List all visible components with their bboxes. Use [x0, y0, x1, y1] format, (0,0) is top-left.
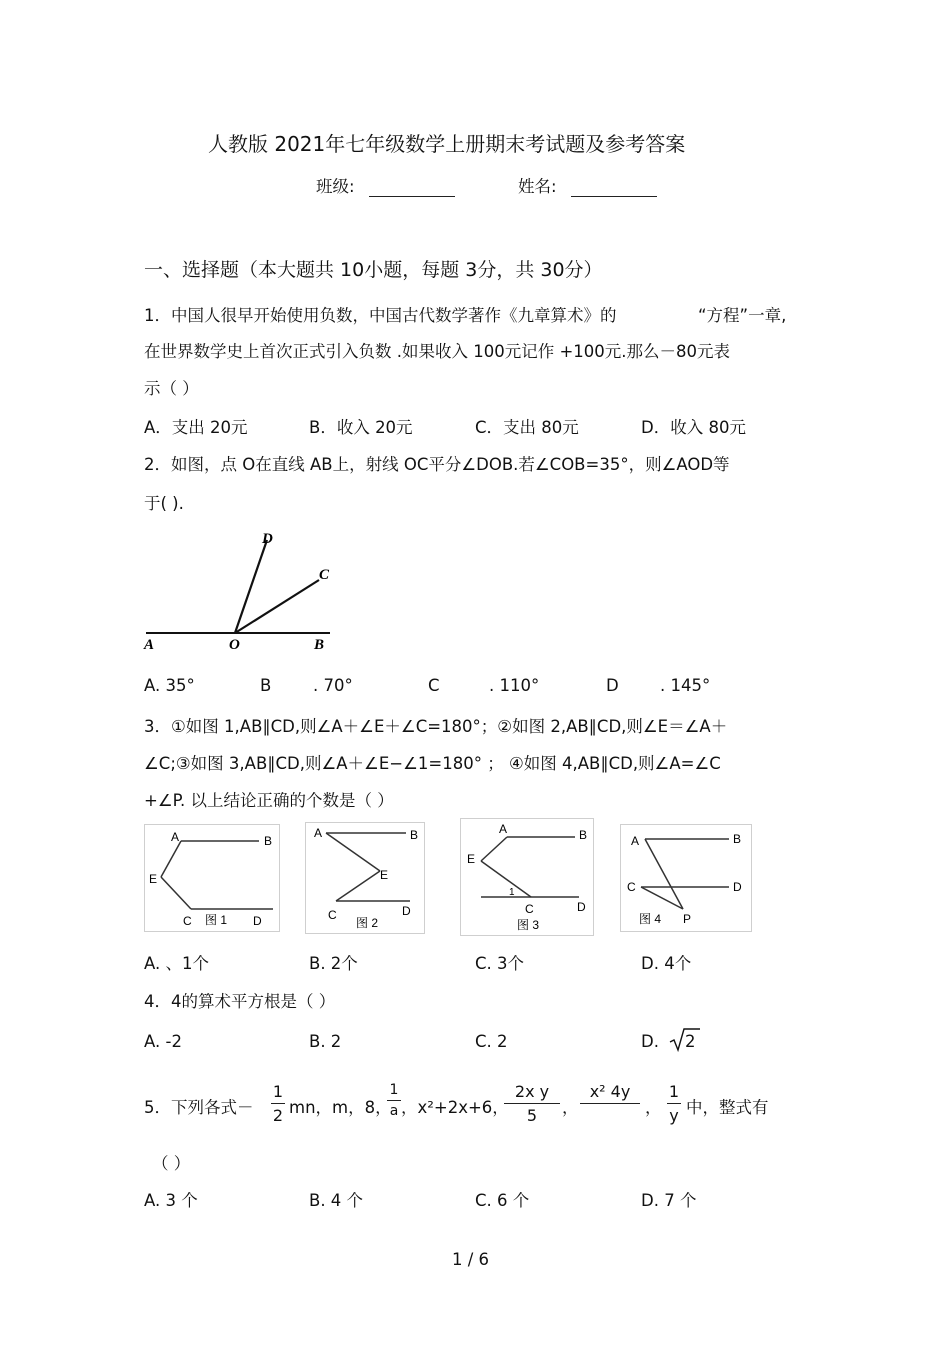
fig2-label-c: C	[328, 908, 337, 922]
fig3-label-c: C	[525, 902, 534, 916]
page-title: 人教版 2021年七年级数学上册期末考试题及参考答案	[208, 132, 686, 156]
fig3-label-e: E	[467, 852, 476, 866]
q5-f1-den: 2	[272, 1106, 284, 1125]
q4-option-d: D.	[641, 1032, 659, 1051]
q5-f5-num: 1	[668, 1082, 680, 1101]
fig2-label-a: A	[314, 826, 323, 840]
fig4-caption: 图 4	[639, 912, 662, 926]
q5-f2-den: a	[389, 1103, 399, 1119]
q2-option-c-letter: C	[428, 676, 440, 695]
q1-line1b: “方程”一章,	[698, 306, 787, 325]
q3-option-a: A. 、1个	[144, 954, 209, 973]
q5-suffix: 中，整式有	[686, 1098, 769, 1117]
q1-option-c: C．支出 80元	[475, 418, 579, 437]
q2-option-d-letter: D	[606, 676, 619, 695]
fig4-label-d: D	[733, 880, 742, 894]
q2-option-a: A. 35°	[144, 676, 195, 695]
q5-f4-num: x² 4y	[589, 1082, 631, 1101]
q2-option-b-letter: B	[260, 676, 272, 695]
q4-line1: 4．4的算术平方根是（ ）	[144, 992, 336, 1011]
label-d: D	[262, 531, 273, 547]
q1-option-a: A．支出 20元	[144, 418, 248, 437]
q5-f3-den: 5	[526, 1106, 538, 1125]
fig3-caption: 图 3	[517, 918, 540, 932]
fig3-label-b: B	[579, 828, 588, 842]
q5-prefix: 5．下列各式－	[144, 1098, 254, 1117]
q3-line3: +∠P. 以上结论正确的个数是（ ）	[144, 791, 394, 810]
q5-terms-3: ，	[562, 1098, 579, 1117]
q3-line1: 3．①如图 1,AB∥CD,则∠A＋∠E＋∠C=180°；②如图 2,AB∥CD,则∠E＝∠A＋	[144, 717, 728, 736]
fig1-caption: 图 1	[205, 913, 228, 927]
section-heading: 一、选择题（本大题共 10小题，每题 3分，共 30分）	[144, 259, 603, 281]
q5-terms-4: ，	[645, 1098, 662, 1117]
label-b: B	[314, 637, 325, 653]
ray-od	[235, 540, 267, 633]
fig1-label-a: A	[171, 830, 180, 844]
name-label: 姓名:	[518, 177, 557, 196]
q3-option-c: C. 3个	[475, 954, 525, 973]
label-o: O	[229, 637, 240, 653]
name-field	[518, 173, 657, 197]
q5-f3-num: 2x y	[514, 1082, 550, 1101]
q5-option-b: B. 4 个	[309, 1191, 364, 1210]
sqrt-radicand: 2	[685, 1032, 696, 1051]
q1-option-b: B．收入 20元	[309, 418, 413, 437]
label-c: C	[319, 567, 330, 583]
q3-figure-2	[305, 822, 425, 934]
fig3-label-a: A	[499, 822, 508, 836]
fig2-label-d: D	[402, 904, 411, 918]
q2-option-b-value: . 70°	[313, 676, 353, 695]
fig2-label-e: E	[380, 868, 389, 882]
class-blank	[369, 178, 455, 197]
q1-option-d: D．收入 80元	[641, 418, 746, 437]
fig2-caption: 图 2	[356, 916, 379, 930]
q5-fraction-1	[271, 1082, 285, 1125]
class-label: 班级:	[316, 177, 355, 196]
q5-option-c: C. 6 个	[475, 1191, 530, 1210]
q5-terms-2: ，x²+2x+6，	[401, 1098, 509, 1117]
fig1-label-b: B	[264, 834, 273, 848]
q1-line2: 在世界数学史上首次正式引入负数 .如果收入 100元记作 +100元.那么－80元表	[144, 342, 731, 361]
q3-line2: ∠C;③如图 3,AB∥CD,则∠A＋∠E−∠1=180° ； ④如图 4,AB∥CD,则∠A=∠C	[144, 754, 721, 773]
q5-terms-1: mn，m，8，	[289, 1098, 392, 1117]
q4-option-a: A. -2	[144, 1032, 182, 1051]
q2-line1: 2．如图，点 O在直线 AB上，射线 OC平分∠DOB.若∠COB=35°，则∠AOD等	[144, 455, 730, 474]
q2-option-c-value: . 110°	[489, 676, 540, 695]
fig1-label-c: C	[183, 914, 192, 928]
fig4-label-b: B	[733, 832, 742, 846]
fig4-label-a: A	[631, 834, 640, 848]
q5-f5-den: y	[669, 1106, 679, 1125]
fig4-label-c: C	[627, 880, 636, 894]
q3-figure-3	[460, 818, 594, 936]
q5-option-a: A. 3 个	[144, 1191, 198, 1210]
q2-figure	[140, 525, 340, 655]
q2-option-d-value: . 145°	[660, 676, 711, 695]
fig3-label-d: D	[577, 900, 586, 914]
q5-f1-num: 1	[272, 1082, 284, 1101]
ray-oc	[235, 580, 319, 633]
q5-fraction-2	[387, 1082, 401, 1119]
q5-f2-num: 1	[389, 1082, 399, 1098]
q3-figure-4	[620, 824, 752, 932]
q5-fraction-4	[580, 1082, 640, 1106]
page-number: 1 / 6	[452, 1250, 490, 1269]
name-blank	[571, 178, 657, 197]
q5-line2: （ ）	[152, 1154, 191, 1173]
label-a: A	[144, 637, 155, 653]
q4-option-b: B. 2	[309, 1032, 342, 1051]
q3-option-d: D. 4个	[641, 954, 692, 973]
q5-fraction-3	[504, 1082, 560, 1125]
q1-line1: 1．中国人很早开始使用负数，中国古代数学著作《九章算术》的	[144, 306, 617, 325]
q4-option-c: C. 2	[475, 1032, 508, 1051]
q1-line3: 示（ ）	[144, 379, 199, 398]
q5-fraction-5	[667, 1082, 681, 1125]
fig3-label-1: 1	[509, 887, 515, 898]
fig1-label-d: D	[253, 914, 262, 928]
fig1-label-e: E	[149, 872, 158, 886]
q5-option-d: D. 7 个	[641, 1191, 697, 1210]
fig4-label-p: P	[683, 912, 692, 926]
fig2-label-b: B	[410, 828, 419, 842]
q3-option-b: B. 2个	[309, 954, 358, 973]
q3-figure-1	[144, 824, 280, 932]
class-field	[316, 173, 455, 197]
q2-line2: 于( ).	[144, 494, 184, 513]
